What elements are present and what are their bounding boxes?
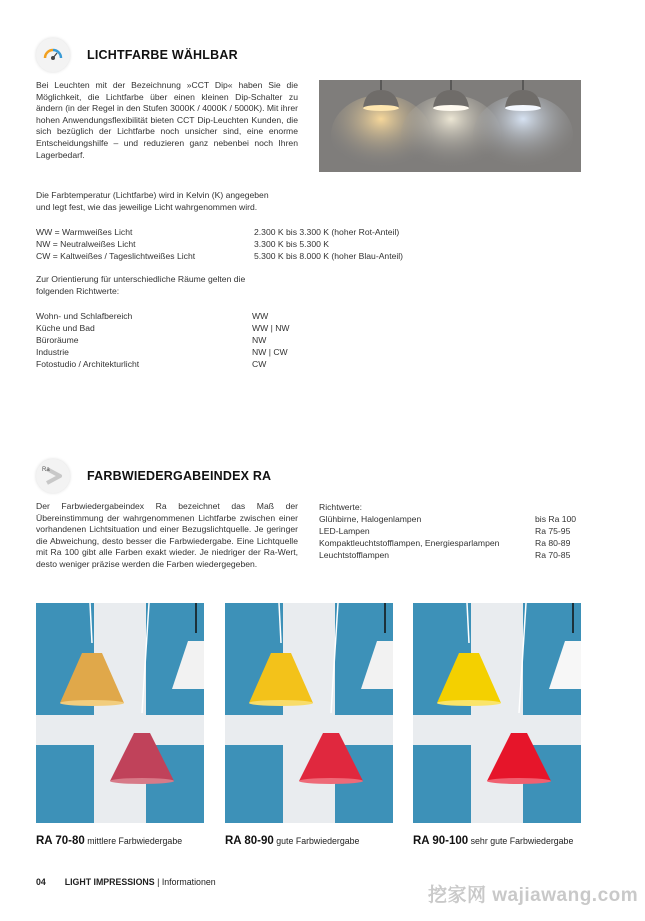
page-footer — [36, 877, 216, 887]
richtwert-label: Leuchtstofflampen — [319, 550, 390, 560]
temp-value: 2.300 K bis 3.300 K (hoher Rot-Anteil) — [254, 227, 400, 237]
temp-label: CW = Kaltweißes / Tageslichtweißes Licht — [36, 251, 196, 261]
footer-separator: | — [154, 877, 162, 887]
section-title-lichtfarbe: LICHTFARBE WÄHLBAR — [87, 48, 238, 62]
richtwert-value: Ra 80-89 — [535, 538, 571, 548]
temp-label: WW = Warmweißes Licht — [36, 227, 133, 237]
richtwert-value: Ra 70-85 — [535, 550, 571, 560]
para3-line2: folgenden Richtwerte: — [36, 285, 120, 296]
temp-label: NW = Neutralweißes Licht — [36, 239, 136, 249]
richtwert-label: LED-Lampen — [319, 526, 370, 536]
table-row — [319, 537, 583, 549]
table-row — [36, 226, 456, 238]
footer-section: Informationen — [161, 877, 216, 887]
table-row — [36, 346, 336, 358]
watermark: 挖家网 wajiawang.com — [428, 885, 639, 906]
room-label: Wohn- und Schlafbereich — [36, 311, 133, 321]
caption-ra-70-80 — [36, 835, 182, 847]
room-table — [36, 310, 336, 370]
caption-ra-90-100 — [413, 835, 573, 847]
caption-ra-80-90 — [225, 835, 359, 847]
table-row — [319, 513, 583, 525]
section-title-farbwiedergabe: FARBWIEDERGABEINDEX RA — [87, 469, 272, 483]
caption-text: sehr gute Farbwiedergabe — [470, 836, 574, 846]
table-row — [319, 525, 583, 537]
caption-ra-value: RA 70-80 — [36, 835, 85, 847]
room-label: Küche und Bad — [36, 323, 95, 333]
page-number: 04 — [36, 877, 46, 887]
farbwiedergabe-intro: Der Farbwiedergabeindex Ra bezeichnet das Maß der Übereinstimmung der wahrgenommenen Lichtfarbe zwischen einer vorhandenen Lichtsituation und einer Bezugslichtquelle. Je geringer die Abweichung, desto besser die Farbwiedergabe. Eine Lichtquelle mit Ra 100 gibt alle Farben exakt wieder. Je niedriger der Ra-Wert, desto weniger präzise werden die Farben wiedergegeben. — [36, 501, 298, 569]
caption-ra-value: RA 80-90 — [225, 835, 274, 847]
table-row — [319, 549, 583, 561]
room-label: Industrie — [36, 347, 69, 357]
richtwert-value: Ra 75-95 — [535, 526, 571, 536]
ra-icon-label: Ra — [42, 467, 50, 473]
temp-value: 3.300 K bis 5.300 K — [254, 239, 330, 249]
cct-lamps-photo — [319, 80, 581, 172]
room-value: WW | NW — [252, 323, 290, 333]
room-label: Fotostudio / Architekturlicht — [36, 359, 140, 369]
room-value: NW — [252, 335, 267, 345]
table-row — [36, 250, 456, 262]
lichtfarbe-para3 — [36, 274, 336, 297]
temperature-table — [36, 226, 456, 262]
table-row — [36, 322, 336, 334]
richtwert-label: Glühbirne, Halogenlampen — [319, 514, 422, 524]
caption-text: mittlere Farbwiedergabe — [87, 836, 183, 846]
room-value: CW — [252, 359, 267, 369]
room-value: WW — [252, 311, 269, 321]
richtwert-label: Kompaktleuchtstofflampen, Energiesparlampen — [319, 538, 500, 548]
footer-brand: LIGHT IMPRESSIONS — [64, 877, 155, 887]
lamp-photo-ra-90-100 — [413, 603, 581, 823]
table-row — [36, 238, 456, 250]
richtwert-value: bis Ra 100 — [535, 514, 577, 524]
table-row — [36, 358, 336, 370]
richtwerte-block — [319, 501, 583, 561]
table-row — [36, 334, 336, 346]
caption-text: gute Farbwiedergabe — [276, 836, 360, 846]
para3-line1: Zur Orientierung für unterschiedliche Räume gelten die — [36, 274, 246, 284]
lamp-photo-ra-70-80 — [36, 603, 204, 823]
table-row — [36, 310, 336, 322]
ra-index-icon — [36, 459, 70, 493]
para2-line2: und legt fest, wie das jeweilige Licht wahrgenommen wird. — [36, 201, 258, 212]
lamp-photo-ra-80-90 — [225, 603, 393, 823]
caption-ra-value: RA 90-100 — [413, 835, 469, 847]
lichtfarbe-para2 — [36, 190, 336, 213]
temp-value: 5.300 K bis 8.000 K (hoher Blau-Anteil) — [254, 251, 404, 261]
color-temperature-icon — [36, 38, 70, 72]
room-label: Büroräume — [36, 335, 79, 345]
para2-line1: Die Farbtemperatur (Lichtfarbe) wird in Kelvin (K) angegeben — [36, 190, 269, 200]
lichtfarbe-intro: Bei Leuchten mit der Bezeichnung »CCT Dip« haben Sie die Möglichkeit, die Lichtfarbe über einen kleinen Dip-Schalter zu ändern (in der Regel in den Stufen 3000K / 4000K / 5000K). Mit ihrer hohen Anwendungsflexibilität bieten CCT Dip-Leuchten Kunden, die sich bezüglich der Lichtfarbe noch unsicher sind, eine enorme Entscheidungshilfe – und reduzieren ganz nebenbei noch Ihren Lagerbedarf. — [36, 80, 298, 160]
richtwerte-title: Richtwerte: — [319, 502, 362, 512]
room-value: NW | CW — [252, 347, 288, 357]
